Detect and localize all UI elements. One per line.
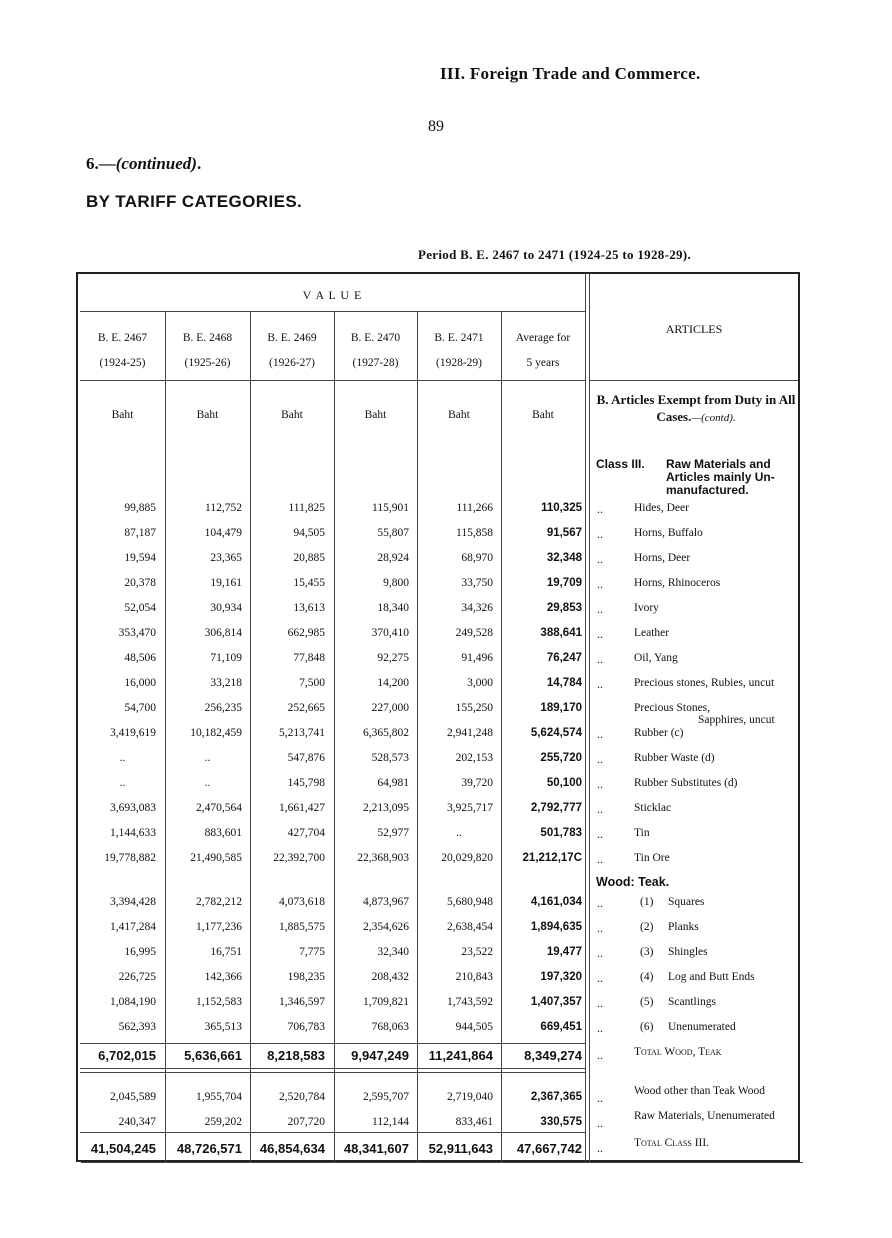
cell-value: 7,500 bbox=[299, 677, 325, 689]
cell-value: 52,911,643 bbox=[428, 1141, 493, 1156]
column-year-header: B. E. 2467 bbox=[97, 332, 148, 344]
cell-value: 227,000 bbox=[371, 702, 409, 714]
column-period-header: (1926-27) bbox=[269, 357, 315, 369]
cell-value: 2,782,212 bbox=[196, 896, 242, 908]
cell-value: 883,601 bbox=[204, 827, 242, 839]
cell-value: 1,709,821 bbox=[363, 996, 409, 1008]
cell-value: 16,751 bbox=[210, 946, 242, 958]
cell-value: 115,901 bbox=[372, 502, 409, 514]
cell-value: 23,365 bbox=[210, 552, 242, 564]
cell-average: 8,349,274 bbox=[524, 1048, 582, 1063]
grid-line bbox=[80, 1132, 585, 1133]
section-b-title-text: B. Articles Exempt from Duty in All Cases. bbox=[596, 392, 796, 424]
cell-average: 50,100 bbox=[546, 777, 582, 789]
cell-value: 706,783 bbox=[287, 1021, 325, 1033]
section-b-contd: —(contd). bbox=[691, 412, 736, 424]
cell-value: .. bbox=[204, 752, 211, 764]
cell-average: 32,348 bbox=[546, 552, 582, 564]
column-year-header: B. E. 2468 bbox=[182, 332, 233, 344]
total-wood-label: Total Wood, Teak bbox=[634, 1046, 722, 1058]
article-number: (2) bbox=[640, 921, 654, 933]
cell-average: 19,709 bbox=[546, 577, 582, 589]
cell-value: 16,000 bbox=[124, 677, 156, 689]
cell-average: 1,894,635 bbox=[530, 921, 582, 933]
cell-value: 11,241,864 bbox=[428, 1048, 493, 1063]
leader-dots: .. bbox=[597, 652, 603, 666]
cell-value: 9,947,249 bbox=[351, 1048, 409, 1063]
cell-value: 22,392,700 bbox=[273, 852, 325, 864]
cell-value: 210,843 bbox=[455, 971, 493, 983]
leader-dots: .. bbox=[597, 1091, 603, 1105]
grid-line bbox=[589, 380, 798, 381]
cell-value: 18,340 bbox=[377, 602, 409, 614]
cell-value: 6,365,802 bbox=[363, 727, 409, 739]
cell-value: 10,182,459 bbox=[190, 727, 242, 739]
cell-value: 1,661,427 bbox=[279, 802, 325, 814]
cell-value: 33,750 bbox=[461, 577, 493, 589]
article-label: Ivory bbox=[634, 602, 659, 614]
grid-line bbox=[80, 1072, 585, 1073]
cell-value: 2,520,784 bbox=[279, 1091, 325, 1103]
cell-value: 16,995 bbox=[124, 946, 156, 958]
cell-value: 30,934 bbox=[210, 602, 242, 614]
cell-value: 64,981 bbox=[377, 777, 409, 789]
cell-value: 662,985 bbox=[287, 627, 325, 639]
section-b-title bbox=[596, 391, 796, 427]
cell-average: 2,792,777 bbox=[530, 802, 582, 814]
article-label: Wood other than Teak Wood bbox=[634, 1085, 766, 1097]
cell-value: 833,461 bbox=[455, 1116, 493, 1128]
cell-value: 41,504,245 bbox=[90, 1141, 156, 1156]
column-unit-header: Baht bbox=[364, 409, 387, 421]
article-label: Planks bbox=[668, 921, 699, 933]
cell-value: 52,054 bbox=[124, 602, 156, 614]
period-caption: Period B. E. 2467 to 2471 (1924-25 to 1928-29). bbox=[418, 247, 691, 262]
cell-value: 1,885,575 bbox=[279, 921, 325, 933]
leader-dots: .. bbox=[597, 896, 603, 910]
cell-value: 2,045,589 bbox=[110, 1091, 156, 1103]
cell-average: 1,407,357 bbox=[530, 996, 582, 1008]
article-number: (4) bbox=[640, 971, 654, 983]
cell-average: 5,624,574 bbox=[530, 727, 582, 739]
cell-value: 13,613 bbox=[293, 602, 325, 614]
column-year-header: B. E. 2471 bbox=[434, 332, 484, 344]
grid-line bbox=[589, 273, 590, 1162]
cell-average: 388,641 bbox=[540, 627, 582, 639]
cell-value: 48,341,607 bbox=[343, 1141, 409, 1156]
leader-dots: .. bbox=[597, 552, 603, 566]
cell-value: 259,202 bbox=[204, 1116, 242, 1128]
column-period-header: (1925-26) bbox=[184, 357, 231, 369]
column-period-header: (1928-29) bbox=[436, 357, 482, 369]
total-class-label: Total Class III. bbox=[634, 1137, 710, 1149]
cell-average: 21,212,17C bbox=[522, 852, 582, 864]
leader-dots: .. bbox=[597, 921, 603, 935]
article-label: Horns, Buffalo bbox=[634, 527, 703, 539]
cell-value: 112,752 bbox=[205, 502, 242, 514]
article-label: Shingles bbox=[668, 946, 708, 958]
cell-value: 249,528 bbox=[455, 627, 493, 639]
cell-value: 92,275 bbox=[377, 652, 409, 664]
column-period-header: (1927-28) bbox=[352, 357, 399, 369]
table-number: 6.— bbox=[86, 154, 116, 173]
cell-value: 48,506 bbox=[124, 652, 156, 664]
cell-value: 1,743,592 bbox=[447, 996, 493, 1008]
leader-dots: .. bbox=[597, 527, 603, 541]
cell-value: 768,063 bbox=[371, 1021, 409, 1033]
article-label: Rubber Waste (d) bbox=[634, 752, 715, 764]
article-number: (1) bbox=[640, 896, 654, 908]
cell-value: 1,955,704 bbox=[196, 1091, 242, 1103]
cell-value: 3,693,083 bbox=[110, 802, 156, 814]
cell-average: 2,367,365 bbox=[530, 1091, 582, 1103]
cell-value: 240,347 bbox=[118, 1116, 156, 1128]
cell-value: 52,977 bbox=[377, 827, 409, 839]
leader-dots: .. bbox=[597, 502, 603, 516]
article-label: Tin Ore bbox=[634, 852, 670, 864]
cell-value: 226,725 bbox=[118, 971, 156, 983]
cell-value: 7,775 bbox=[299, 946, 325, 958]
cell-value: 1,417,284 bbox=[110, 921, 156, 933]
cell-value: 19,594 bbox=[124, 552, 156, 564]
cell-value: 306,814 bbox=[204, 627, 242, 639]
cell-value: 1,346,597 bbox=[279, 996, 325, 1008]
cell-value: 145,798 bbox=[287, 777, 325, 789]
cell-value: 94,505 bbox=[293, 527, 325, 539]
grid-line bbox=[80, 1068, 585, 1069]
column-period-header: 5 years bbox=[526, 357, 560, 369]
cell-value: 9,800 bbox=[383, 577, 409, 589]
cell-value: 39,720 bbox=[461, 777, 493, 789]
article-label: Scantlings bbox=[668, 996, 716, 1008]
cell-value: 55,807 bbox=[377, 527, 409, 539]
cell-value: 256,235 bbox=[204, 702, 242, 714]
cell-value: 91,496 bbox=[461, 652, 493, 664]
cell-value: 2,213,095 bbox=[363, 802, 409, 814]
cell-value: 71,109 bbox=[210, 652, 242, 664]
leader-dots: .. bbox=[597, 677, 603, 691]
cell-value: 21,490,585 bbox=[190, 852, 242, 864]
table-bottom-rule bbox=[81, 1162, 803, 1163]
leader-dots: .. bbox=[597, 996, 603, 1010]
cell-value: 5,636,661 bbox=[184, 1048, 242, 1063]
cell-value: 198,235 bbox=[287, 971, 325, 983]
cell-value: 3,419,619 bbox=[110, 727, 156, 739]
cell-average: 19,477 bbox=[546, 946, 582, 958]
cell-value: 22,368,903 bbox=[357, 852, 409, 864]
cell-value: 4,873,967 bbox=[363, 896, 409, 908]
article-label: Horns, Rhinoceros bbox=[634, 577, 721, 589]
cell-value: 2,354,626 bbox=[363, 921, 409, 933]
class-title-line3: manufactured. bbox=[666, 483, 749, 497]
column-year-header: B. E. 2469 bbox=[267, 332, 317, 344]
leader-dots: .. bbox=[597, 1021, 603, 1035]
cell-value: 1,144,633 bbox=[110, 827, 156, 839]
cell-value: 112,144 bbox=[372, 1116, 409, 1128]
cell-average: 255,720 bbox=[540, 752, 582, 764]
cell-value: 944,505 bbox=[455, 1021, 493, 1033]
cell-value: 370,410 bbox=[371, 627, 409, 639]
leader-dots: .. bbox=[597, 602, 603, 616]
cell-value: 1,152,583 bbox=[196, 996, 242, 1008]
cell-average: 29,853 bbox=[546, 602, 582, 614]
cell-average: 330,575 bbox=[540, 1116, 582, 1128]
column-year-header: B. E. 2470 bbox=[350, 332, 401, 344]
cell-value: 20,378 bbox=[124, 577, 156, 589]
leader-dots: .. bbox=[597, 752, 603, 766]
cell-value: 54,700 bbox=[124, 702, 156, 714]
cell-value: 3,925,717 bbox=[447, 802, 493, 814]
cell-value: .. bbox=[119, 752, 126, 764]
cell-value: 19,778,882 bbox=[104, 852, 156, 864]
article-label: Oil, Yang bbox=[634, 652, 678, 664]
cell-value: 111,266 bbox=[456, 502, 493, 514]
article-label: Unenumerated bbox=[668, 1021, 736, 1033]
article-label: Raw Materials, Unenumerated bbox=[634, 1110, 775, 1122]
cell-value: 365,513 bbox=[204, 1021, 242, 1033]
cell-value: .. bbox=[204, 777, 211, 789]
leader-dots: .. bbox=[597, 827, 603, 841]
article-label: Hides, Deer bbox=[634, 502, 689, 514]
leader-dots: .. bbox=[597, 727, 603, 741]
leader-dots: .. bbox=[597, 852, 603, 866]
cell-average: 669,451 bbox=[540, 1021, 582, 1033]
column-unit-header: Baht bbox=[532, 409, 554, 421]
leader-dots: .. bbox=[597, 627, 603, 641]
cell-average: 91,567 bbox=[546, 527, 582, 539]
cell-value: 28,924 bbox=[377, 552, 409, 564]
cell-average: 197,320 bbox=[540, 971, 582, 983]
cell-value: 68,970 bbox=[461, 552, 493, 564]
article-number: (6) bbox=[640, 1021, 654, 1033]
leader-dots: .. bbox=[597, 946, 603, 960]
cell-value: 19,161 bbox=[210, 577, 242, 589]
cell-average: 189,170 bbox=[540, 702, 582, 714]
cell-value: 87,187 bbox=[124, 527, 156, 539]
section-header: III. Foreign Trade and Commerce. bbox=[440, 64, 701, 83]
class-title-line2: Articles mainly Un- bbox=[666, 470, 775, 484]
page-number: 89 bbox=[428, 118, 444, 135]
cell-value: 202,153 bbox=[455, 752, 493, 764]
article-label: Precious stones, Rubies, uncut bbox=[634, 677, 775, 689]
cell-value: 5,213,741 bbox=[279, 727, 325, 739]
article-label: Precious Stones, bbox=[634, 702, 711, 714]
articles-header: ARTICLES bbox=[665, 322, 723, 336]
cell-value: 2,719,040 bbox=[447, 1091, 493, 1103]
cell-value: 252,665 bbox=[287, 702, 325, 714]
article-label: Tin bbox=[634, 827, 650, 839]
column-unit-header: Baht bbox=[448, 409, 470, 421]
cell-value: 3,394,428 bbox=[110, 896, 156, 908]
wood-teak-heading: Wood: Teak. bbox=[596, 875, 670, 889]
cell-value: 14,200 bbox=[377, 677, 409, 689]
leader-dots: .. bbox=[597, 577, 603, 591]
class-label: Class III. bbox=[596, 457, 645, 471]
cell-average: 14,784 bbox=[546, 677, 582, 689]
cell-value: 528,573 bbox=[371, 752, 409, 764]
cell-value: 207,720 bbox=[287, 1116, 325, 1128]
cell-value: 15,455 bbox=[293, 577, 325, 589]
cell-value: 23,522 bbox=[461, 946, 493, 958]
grid-line bbox=[585, 273, 586, 1162]
continued-tail: . bbox=[196, 154, 202, 173]
article-label: Squares bbox=[668, 896, 705, 908]
cell-value: .. bbox=[456, 827, 462, 839]
article-label: Leather bbox=[634, 627, 670, 639]
cell-value: 48,726,571 bbox=[176, 1141, 242, 1156]
column-unit-header: Baht bbox=[111, 409, 134, 421]
table-continued-title bbox=[86, 154, 201, 174]
cell-value: 33,218 bbox=[210, 677, 242, 689]
cell-value: 46,854,634 bbox=[259, 1141, 325, 1156]
continued-label: (continued) bbox=[115, 154, 197, 173]
cell-average: 4,161,034 bbox=[530, 896, 582, 908]
cell-value: 20,885 bbox=[293, 552, 325, 564]
article-label: Sticklac bbox=[634, 802, 672, 814]
column-unit-header: Baht bbox=[196, 409, 219, 421]
cell-average: 501,783 bbox=[540, 827, 582, 839]
cell-value: 104,479 bbox=[204, 527, 242, 539]
article-label: Horns, Deer bbox=[634, 552, 691, 564]
cell-value: 77,848 bbox=[293, 652, 325, 664]
cell-value: 111,825 bbox=[288, 502, 325, 514]
cell-value: 142,366 bbox=[204, 971, 242, 983]
cell-value: 5,680,948 bbox=[447, 896, 493, 908]
cell-value: 115,858 bbox=[456, 527, 493, 539]
cell-value: 32,340 bbox=[377, 946, 409, 958]
cell-value: 99,885 bbox=[124, 502, 156, 514]
cell-average: 47,667,742 bbox=[516, 1141, 582, 1156]
cell-value: 4,073,618 bbox=[279, 896, 325, 908]
cell-value: 2,470,564 bbox=[196, 802, 242, 814]
article-label: Rubber Substitutes (d) bbox=[634, 777, 738, 789]
cell-value: 3,000 bbox=[467, 677, 493, 689]
leader-dots: .. bbox=[597, 1048, 603, 1062]
leader-dots: .. bbox=[597, 802, 603, 816]
cell-value: 20,029,820 bbox=[441, 852, 493, 864]
cell-value: 6,702,015 bbox=[98, 1048, 156, 1063]
grid-line bbox=[80, 311, 585, 312]
article-label: Rubber (c) bbox=[634, 727, 684, 739]
cell-value: 353,470 bbox=[118, 627, 156, 639]
cell-value: 547,876 bbox=[287, 752, 325, 764]
article-number: (5) bbox=[640, 996, 654, 1008]
leader-dots: .. bbox=[597, 971, 603, 985]
cell-value: 2,595,707 bbox=[363, 1091, 409, 1103]
leader-dots: .. bbox=[597, 1116, 603, 1130]
cell-value: 427,704 bbox=[287, 827, 325, 839]
grid-line bbox=[80, 1043, 585, 1044]
column-period-header: (1924-25) bbox=[99, 357, 146, 369]
cell-average: 110,325 bbox=[541, 502, 582, 514]
column-unit-header: Baht bbox=[281, 409, 303, 421]
cell-value: 2,638,454 bbox=[447, 921, 493, 933]
leader-dots: .. bbox=[597, 1141, 603, 1155]
table-subtitle: BY TARIFF CATEGORIES. bbox=[86, 192, 303, 211]
article-label: Log and Butt Ends bbox=[668, 971, 755, 983]
cell-average: 76,247 bbox=[546, 652, 582, 664]
cell-value: 2,941,248 bbox=[447, 727, 493, 739]
cell-value: 1,177,236 bbox=[196, 921, 242, 933]
cell-value: 562,393 bbox=[118, 1021, 156, 1033]
cell-value: 1,084,190 bbox=[110, 996, 156, 1008]
article-number: (3) bbox=[640, 946, 654, 958]
leader-dots: .. bbox=[597, 777, 603, 791]
cell-value: 34,326 bbox=[461, 602, 493, 614]
grid-line bbox=[80, 380, 585, 381]
cell-value: .. bbox=[119, 777, 126, 789]
column-year-header: Average for bbox=[515, 332, 571, 344]
cell-value: 8,218,583 bbox=[267, 1048, 325, 1063]
cell-value: 155,250 bbox=[455, 702, 493, 714]
article-label-cont: Sapphires, uncut bbox=[698, 714, 775, 726]
value-header: V A L U E bbox=[302, 288, 363, 302]
cell-value: 208,432 bbox=[371, 971, 409, 983]
class-title-line1: Raw Materials and bbox=[666, 457, 771, 471]
